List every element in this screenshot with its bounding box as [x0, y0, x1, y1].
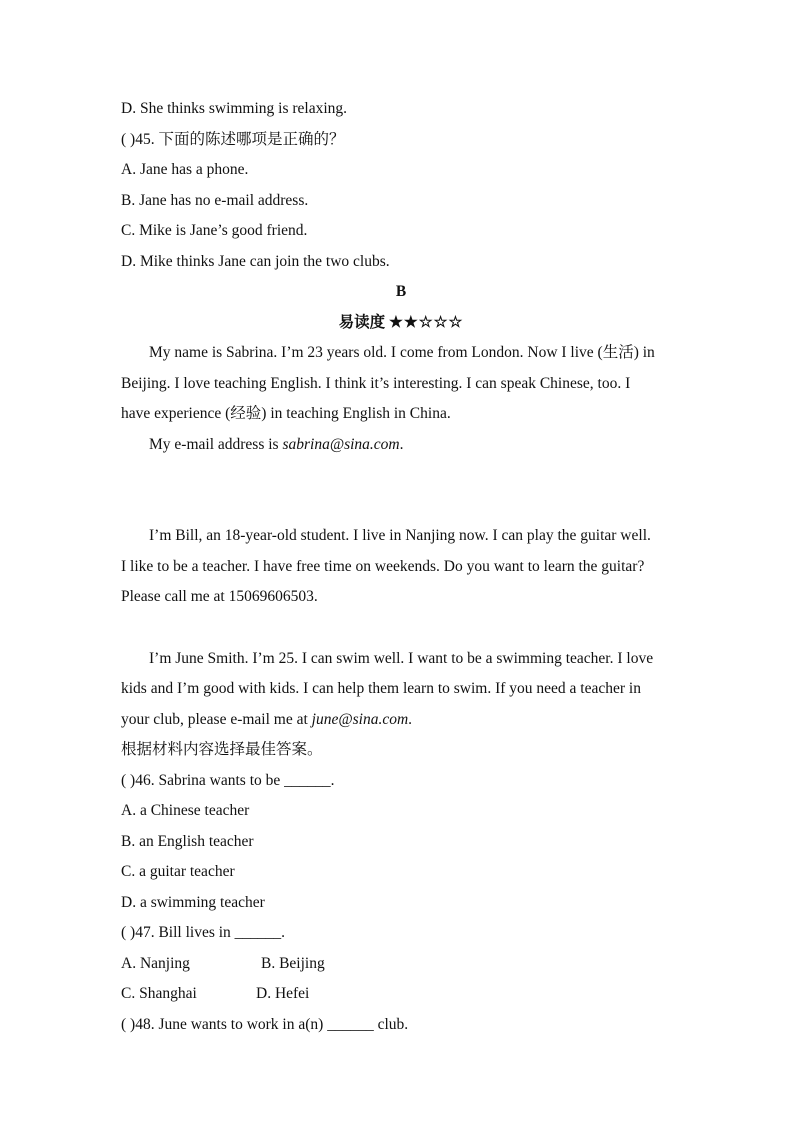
passage-june-line-3: [121, 705, 681, 736]
passage-sabrina-line-1: My name is Sabrina. I’m 23 years old. I come from London. Now I live (生活) in: [149, 344, 655, 361]
q45-option-c: C. Mike is Jane’s good friend.: [121, 222, 308, 239]
passage-sabrina-line-2: Beijing. I love teaching English. I think it’s interesting. I can speak Chinese, too. I: [121, 374, 631, 392]
q47-option-c: C. Shanghai: [121, 985, 197, 1002]
q47-options-row-1: [121, 949, 681, 980]
section-heading: B: [395, 283, 407, 300]
email-prefix: My e-mail address is: [149, 435, 283, 453]
q47-option-d: D. Hefei: [256, 985, 310, 1002]
q45-option-d: D. Mike thinks Jane can join the two clubs.: [121, 252, 390, 270]
june-email-prefix: your club, please e-mail me at: [121, 710, 312, 728]
passage-june-line-1: I’m June Smith. I’m 25. I can swim well. I want to be a swimming teacher. I love: [149, 649, 654, 667]
passage-bill-line-3: Please call me at 15069606503.: [121, 588, 318, 605]
difficulty-label: 易读度: [338, 313, 386, 331]
passage-bill-line-1: I’m Bill, an 18-year-old student. I live in Nanjing now. I can play the guitar well.: [149, 527, 651, 544]
difficulty-stars: ★★☆☆☆: [388, 313, 464, 331]
passage-june-line-2: kids and I’m good with kids. I can help them learn to swim. If you need a teacher in: [121, 680, 641, 697]
q48-stem: ( )48. June wants to work in a(n) ______ club.: [121, 1015, 409, 1033]
q45-option-b: B. Jane has no e-mail address.: [121, 191, 309, 209]
q47-stem: ( )47. Bill lives in ______.: [121, 924, 286, 941]
passage-bill-line-2: I like to be a teacher. I have free time on weekends. Do you want to learn the guitar?: [121, 557, 645, 575]
q46-stem: ( )46. Sabrina wants to be ______.: [121, 771, 335, 789]
document-page: [121, 94, 681, 1040]
june-email: june@sina.com: [311, 710, 409, 728]
q45-stem: ( )45. 下面的陈述哪项是正确的？: [121, 130, 345, 148]
email-suffix: .: [399, 435, 404, 453]
q47-option-a: A. Nanjing: [121, 954, 190, 972]
spacer: [121, 460, 681, 521]
q47-option-b: B. Beijing: [261, 954, 325, 972]
q45-option-a: A. Jane has a phone.: [121, 161, 249, 178]
q46-option-d: D. a swimming teacher: [121, 893, 265, 911]
passage-sabrina-email-line: [121, 430, 681, 461]
q46-option-c: C. a guitar teacher: [121, 863, 235, 880]
june-email-suffix: .: [408, 710, 413, 728]
spacer: [121, 613, 681, 644]
q47-options-row-2: [121, 979, 681, 1010]
instruction: 根据材料内容选择最佳答案。: [121, 741, 323, 758]
q46-option-a: A. a Chinese teacher: [121, 802, 250, 819]
sabrina-email: sabrina@sina.com: [282, 435, 400, 453]
q44-option-d: D. She thinks swimming is relaxing.: [121, 100, 348, 117]
passage-sabrina-line-3: have experience (经验) in teaching English in China.: [121, 405, 451, 422]
q46-option-b: B. an English teacher: [121, 832, 254, 850]
difficulty-rating: [121, 308, 681, 339]
